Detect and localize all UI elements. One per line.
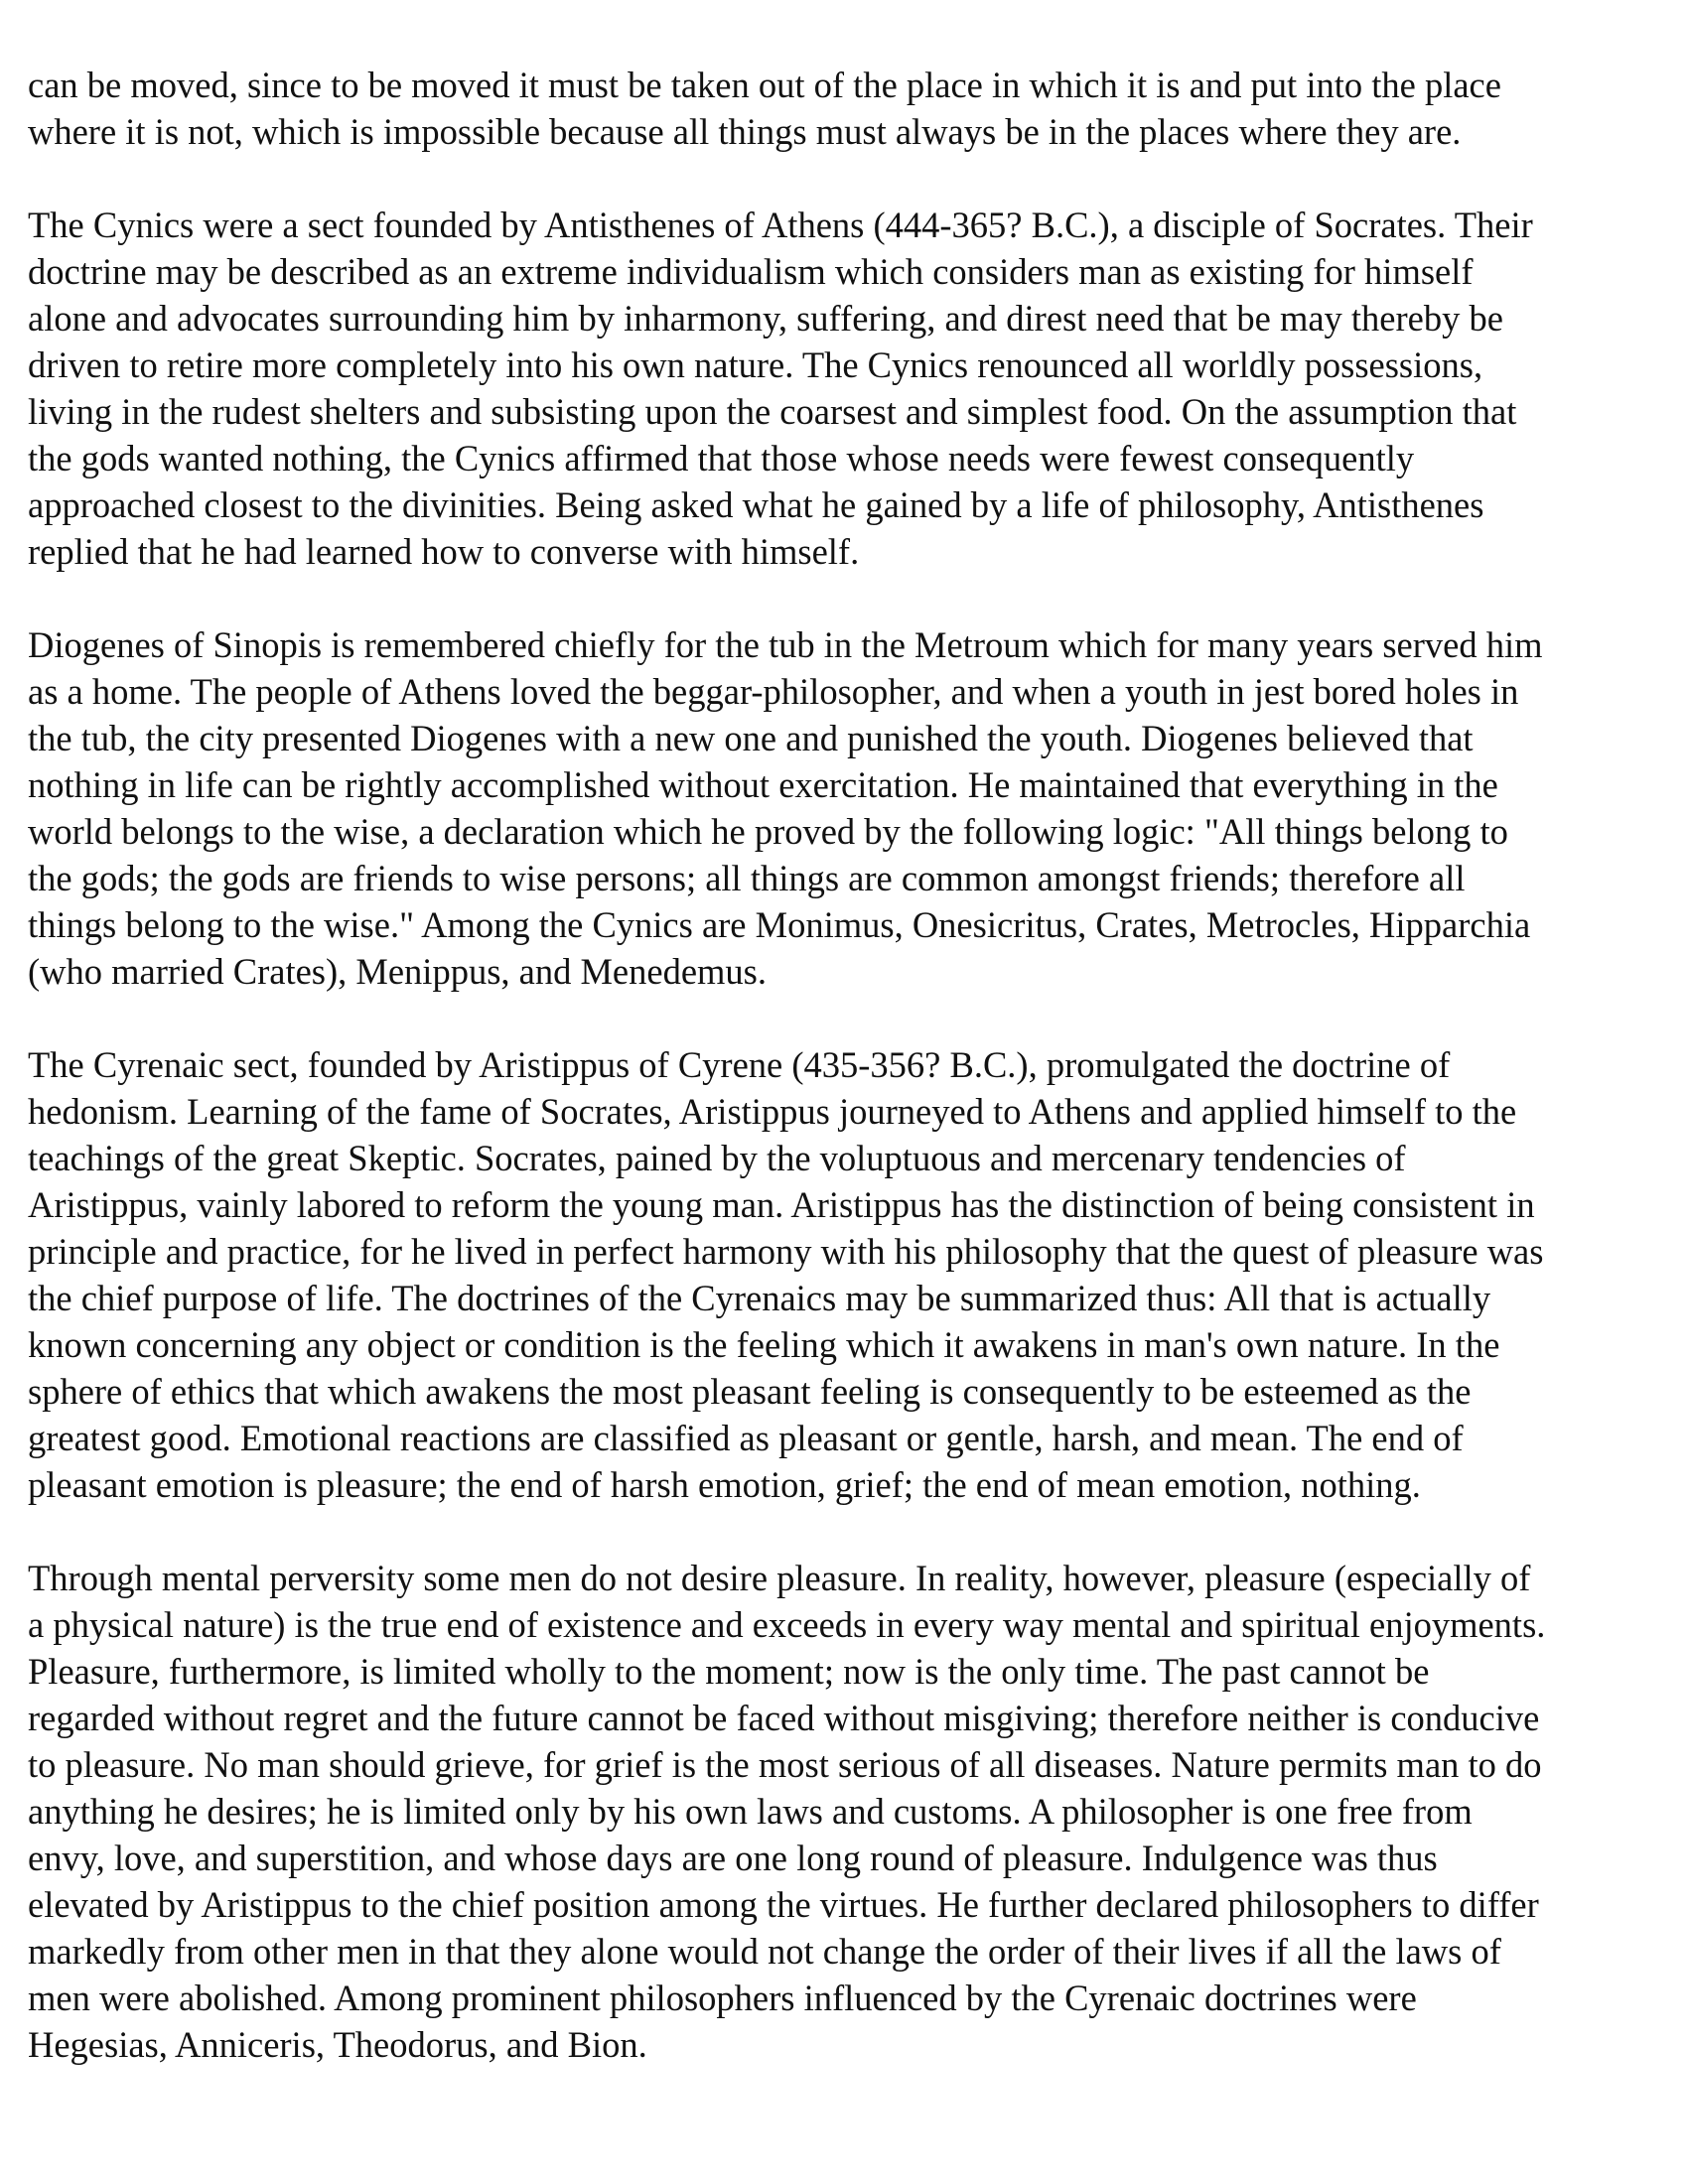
document-page bbox=[28, 62, 1660, 2115]
paragraph-diogenes: Diogenes of Sinopis is remembered chiefly for the tub in the Metroum which for many years served him as a home. The people of Athens loved the beggar-philosopher, and when a youth in jest bored holes in the tub, the city presented Diogenes with a new one and punished the youth. Diogenes believed that nothing in life can be rightly accomplished without exercitation. He maintained that everything in the world belongs to the wise, a declaration which he proved by the following logic: "All things belong to the gods; the gods are friends to wise persons; all things are common amongst friends; therefore all things belong to the wise." Among the Cynics are Monimus, Onesicritus, Crates, Metrocles, Hipparchia (who married Crates), Menippus, and Menedemus. bbox=[28, 624, 1543, 992]
paragraph-pleasure: Through mental perversity some men do not desire pleasure. In reality, however, pleasure (especially of a physical nature) is the true end of existence and exceeds in every way mental and spiritual enjoyments. Pleasure, furthermore, is limited wholly to the moment; now is the only time. The past cannot be regarded without regret and the future cannot be faced without misgiving; therefore neither is conducive to pleasure. No man should grieve, for grief is the most serious of all diseases. Nature permits man to do anything he desires; he is limited only by his own laws and customs. A philosopher is one free from envy, love, and superstition, and whose days are one long round of pleasure. Indulgence was thus elevated by Aristippus to the chief position among the virtues. He further declared philosophers to differ markedly from other men in that they alone would not change the order of their lives if all the laws of men were abolished. Among prominent philosophers influenced by the Cyrenaic doctrines were Hegesias, Anniceris, Theodorus, and Bion. bbox=[28, 1558, 1546, 2065]
paragraph-eleatic-continuation: can be moved, since to be moved it must be taken out of the place in which it is and put into the place where it is not, which is impossible because all things must always be in the places where they are. bbox=[28, 65, 1501, 152]
paragraph-cynics: The Cynics were a sect founded by Antisthenes of Athens (444-365? B.C.), a disciple of Socrates. Their doctrine may be described as an extreme individualism which considers man as existing for himself alone and advocates surrounding him by inharmony, suffering, and direst need that be may thereby be driven to retire more completely into his own nature. The Cynics renounced all worldly possessions, living in the rudest shelters and subsisting upon the coarsest and simplest food. On the assumption that the gods wanted nothing, the Cynics affirmed that those whose needs were fewest consequently approached closest to the divinities. Being asked what he gained by a life of philosophy, Antisthenes replied that he had learned how to converse with himself. bbox=[28, 205, 1533, 572]
paragraph-cyrenaic: The Cyrenaic sect, founded by Aristippus of Cyrene (435-356? B.C.), promulgated the doctrine of hedonism. Learning of the fame of Socrates, Aristippus journeyed to Athens and applied himself to the teachings of the great Skeptic. Socrates, pained by the voluptuous and mercenary tendencies of Aristippus, vainly labored to reform the young man. Aristippus has the distinction of being consistent in principle and practice, for he lived in perfect harmony with his philosophy that the quest of pleasure was the chief purpose of life. The doctrines of the Cyrenaics may be summarized thus: All that is actually known concerning any object or condition is the feeling which it awakens in man's own nature. In the sphere of ethics that which awakens the most pleasant feeling is consequently to be esteemed as the greatest good. Emotional reactions are classified as pleasant or gentle, harsh, and mean. The end of pleasant emotion is pleasure; the end of harsh emotion, grief; the end of mean emotion, nothing. bbox=[28, 1044, 1544, 1505]
